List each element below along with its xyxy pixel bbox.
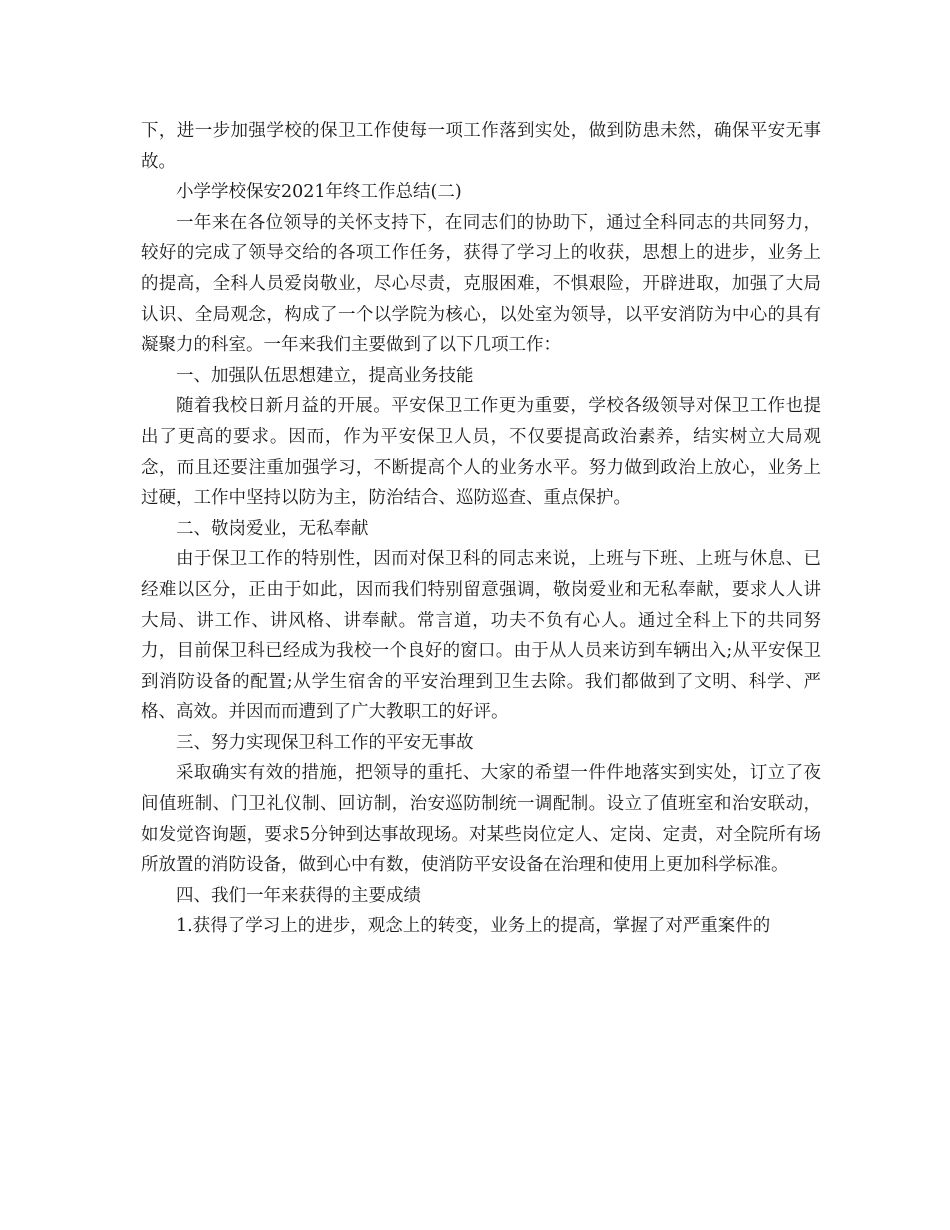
- heading-3: 三、努力实现保卫科工作的平安无事故: [176, 732, 474, 753]
- paragraph-intro: 一年来在各位领导的关怀支持下，在同志们的协助下，通过全科同志的共同努力，较好的完成了领导交给的各项工作任务，获得了学习上的收获，思想上的进步，业务上的提高，全科人员爱岗敬业，尽心尽责，克服困难，不惧艰险，开辟进取，加强了大局认识、全局观念，构成了一个以学院为核心，以处室为领导，以平安消防为中心的具有凝聚力的科室。一年来我们主要做到了以下几项工作：: [141, 212, 821, 356]
- paragraph-continuation: 下，进一步加强学校的保卫工作使每一项工作落到实处，做到防患未然，确保平安无事故。: [141, 121, 821, 172]
- heading-4: 四、我们一年来获得的主要成绩: [176, 885, 421, 906]
- heading-2: 二、敬岗爱业，无私奉献: [176, 518, 369, 539]
- section-title: 小学学校保安2021年终工作总结(二): [176, 182, 462, 203]
- paragraph-4: 1.获得了学习上的进步，观念上的转变，业务上的提高，掌握了对严重案件的: [176, 916, 771, 937]
- paragraph-3: 采取确实有效的措施，把领导的重托、大家的希望一件件地落实到实处，订立了夜间值班制、门卫礼仪制、回访制，治安巡防制统一调配制。设立了值班室和治安联动，如发觉咨询题，要求5分钟到达事故现场。对某些岗位定人、定岗、定责，对全院所有场所放置的消防设备，做到心中有数，使消防平安设备在治理和使用上更加科学标准。: [141, 763, 821, 876]
- paragraph-2: 由于保卫工作的特别性，因而对保卫科的同志来说，上班与下班、上班与休息、已经难以区分，正由于如此，因而我们特别留意强调，敬岗爱业和无私奉献，要求人人讲大局、讲工作、讲风格、讲奉献。常言道，功夫不负有心人。通过全科上下的共同努力，目前保卫科已经成为我校一个良好的窗口。由于从人员来访到车辆出入;从平安保卫到消防设备的配置;从学生宿舍的平安治理到卫生去除。我们都做到了文明、科学、严格、高效。并因而而遭到了广大教职工的好评。: [141, 549, 821, 723]
- document-body: [141, 116, 821, 942]
- paragraph-1: 随着我校日新月益的开展。平安保卫工作更为重要，学校各级领导对保卫工作也提出了更高的要求。因而，作为平安保卫人员，不仅要提高政治素养，结实树立大局观念，而且还要注重加强学习，不断提高个人的业务水平。努力做到政治上放心，业务上过硬，工作中坚持以防为主，防治结合、巡防巡查、重点保护。: [141, 396, 821, 509]
- heading-1: 一、加强队伍思想建立，提高业务技能: [176, 365, 474, 386]
